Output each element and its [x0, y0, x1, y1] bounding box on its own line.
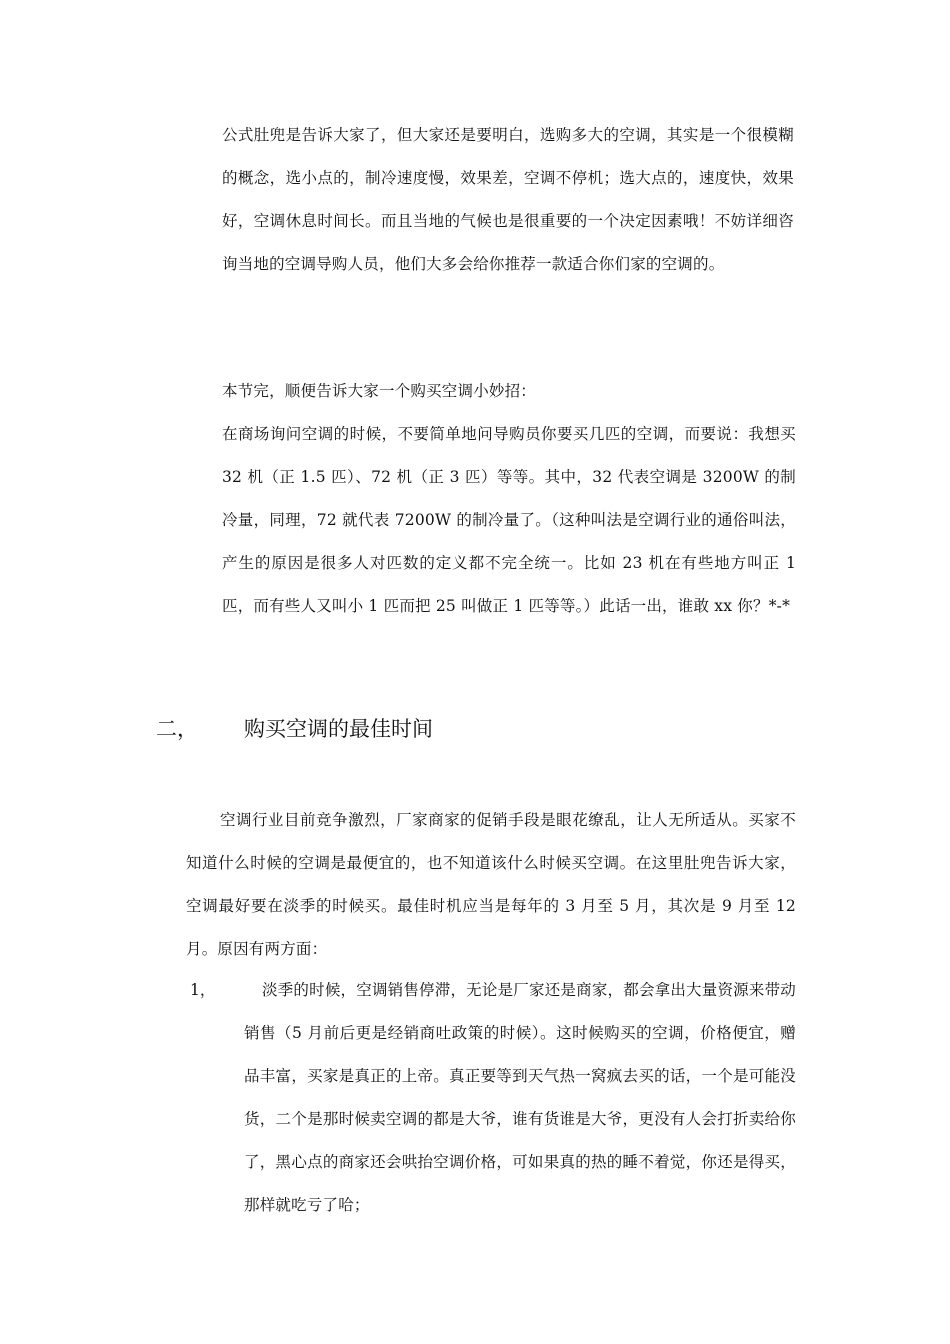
- list-item-marker: 1，: [190, 981, 216, 999]
- section-title: 购买空调的最佳时间: [244, 717, 433, 741]
- paragraph-buying-tip: 在商场询问空调的时候，不要简单地问导购员你要买几匹的空调，而要说：我想买 32 机（正 1.5 匹）、72 机（正 3 匹）等等。其中，32 代表空调是 3200W 的制冷量，同理，72 就代表 7200W 的制冷量了。（这种叫法是空调行业的通俗叫法，产生的原因是很多人对匹数的定义都不完全统一。比如 23 机在有些地方叫正 1 匹，而有些人又叫小 1 匹而把 25 叫做正 1 匹等等。）此话一出，谁敢 xx 你？*-*: [222, 425, 796, 615]
- paragraph-best-time: 空调行业目前竞争激烈，厂家商家的促销手段是眼花缭乱，让人无所适从。买家不知道什么时候的空调是最便宜的，也不知道该什么时候买空调。在这里肚兜告诉大家，空调最好要在淡季的时候买。最佳时机应当是每年的 3 月至 5 月，其次是 9 月至 12 月。原因有两方面：: [186, 811, 796, 958]
- paragraph-air-conditioner-size: 公式肚兜是告诉大家了，但大家还是要明白，选购多大的空调，其实是一个很模糊的概念，选小点的，制冷速度慢，效果差，空调不停机；选大点的，速度快，效果好，空调休息时间长。而且当地的气候也是很重要的一个决定因素哦！不妨详细咨询当地的空调导购人员，他们大多会给你推荐一款适合你们家的空调的。: [222, 126, 794, 273]
- list-item-text: 淡季的时候，空调销售停滞，无论是厂家还是商家，都会拿出大量资源来带动销售（5 月前后更是经销商吐政策的时候）。这时候购买的空调，价格便宜，赠品丰富，买家是真正的上帝。真正要等到天气热一窝疯去买的话，一个是可能没货，二个是那时候卖空调的都是大爷，谁有货谁是大爷，更没有人会打折卖给你了，黑心点的商家还会哄抬空调价格，可如果真的热的睡不着觉，你还是得买，那样就吃亏了哈；: [244, 981, 796, 1214]
- paragraph-buying-tip-intro: 本节完，顺便告诉大家一个购买空调小妙招：: [222, 382, 537, 400]
- section-number: 二，: [156, 717, 198, 741]
